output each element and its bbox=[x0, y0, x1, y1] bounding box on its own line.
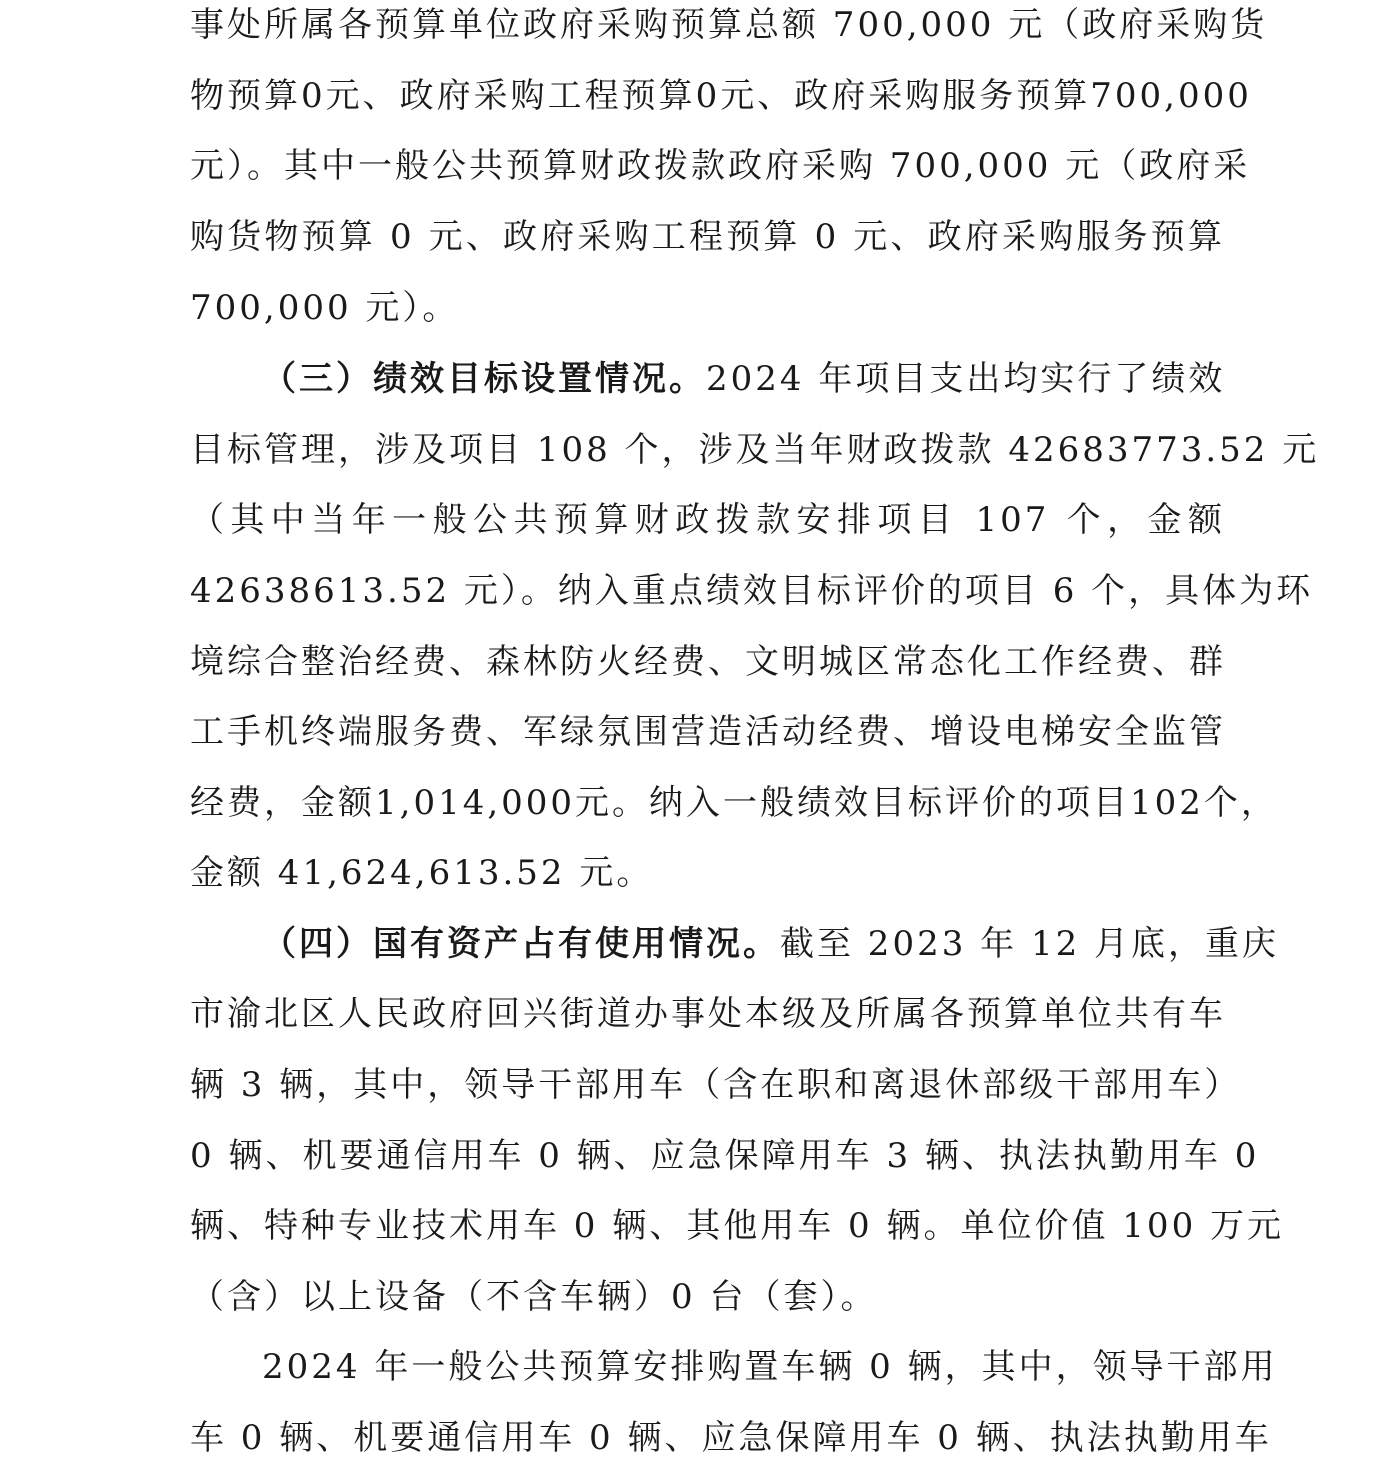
paragraph-line: 42638613.52 元）。纳入重点绩效目标评价的项目 6 个，具体为环 bbox=[190, 571, 1314, 611]
paragraph-line: 2024 年一般公共预算安排购置车辆 0 辆，其中，领导干部用 bbox=[262, 1347, 1278, 1387]
paragraph-line: 车 0 辆、机要通信用车 0 辆、应急保障用车 0 辆、执法执勤用车 bbox=[190, 1418, 1272, 1458]
paragraph-line: 元）。其中一般公共预算财政拨款政府采购 700,000 元（政府采 bbox=[190, 146, 1251, 186]
section-3-heading: （三）绩效目标设置情况。 bbox=[262, 359, 706, 399]
paragraph-line: 0 辆、机要通信用车 0 辆、应急保障用车 3 辆、执法执勤用车 0 bbox=[190, 1136, 1260, 1176]
paragraph-line: （含）以上设备（不含车辆）0 台（套）。 bbox=[190, 1277, 878, 1317]
paragraph-line: 辆 3 辆，其中，领导干部用车（含在职和离退休部级干部用车） bbox=[190, 1065, 1242, 1105]
section-4-heading: （四）国有资产占有使用情况。 bbox=[262, 924, 780, 964]
paragraph-line: 目标管理，涉及项目 108 个，涉及当年财政拨款 42683773.52 元 bbox=[190, 430, 1320, 470]
section-4-first-line bbox=[190, 919, 1280, 969]
paragraph-line: 辆、特种专业技术用车 0 辆、其他用车 0 辆。单位价值 100 万元 bbox=[190, 1206, 1285, 1246]
paragraph-line: 物预算0元、政府采购工程预算0元、政府采购服务预算700,000 bbox=[190, 76, 1252, 116]
paragraph-line: 市渝北区人民政府回兴街道办事处本级及所属各预算单位共有车 bbox=[190, 994, 1226, 1034]
section-3-text: 2024 年项目支出均实行了绩效 bbox=[706, 359, 1226, 399]
paragraph-line: 700,000 元）。 bbox=[190, 288, 460, 328]
section-4-text: 截至 2023 年 12 月底，重庆 bbox=[780, 924, 1280, 964]
paragraph-line: 购货物预算 0 元、政府采购工程预算 0 元、政府采购服务预算 bbox=[190, 217, 1225, 257]
paragraph-line: （其中当年一般公共预算财政拨款安排项目 107 个，金额 bbox=[190, 500, 1225, 540]
paragraph-line: 金额 41,624,613.52 元。 bbox=[190, 853, 654, 893]
paragraph-line: 经费，金额1,014,000元。纳入一般绩效目标评价的项目102个， bbox=[190, 783, 1278, 823]
section-3-first-line bbox=[190, 354, 1225, 404]
paragraph-line: 事处所属各预算单位政府采购预算总额 700,000 元（政府采购货 bbox=[190, 5, 1268, 45]
paragraph-line: 境综合整治经费、森林防火经费、文明城区常态化工作经费、群 bbox=[190, 642, 1226, 682]
paragraph-line: 工手机终端服务费、军绿氛围营造活动经费、增设电梯安全监管 bbox=[190, 712, 1226, 752]
